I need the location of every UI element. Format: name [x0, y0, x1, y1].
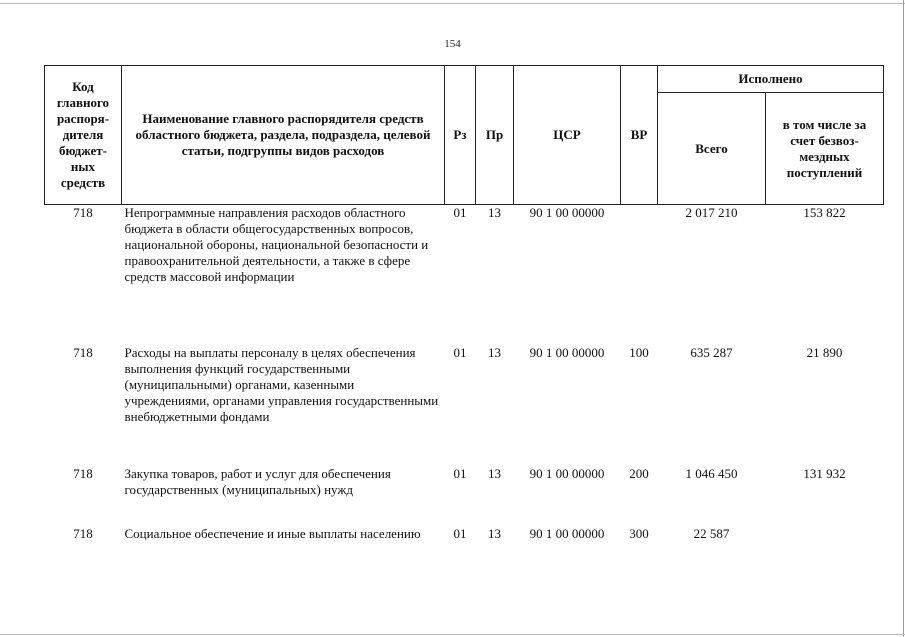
cell-code: 718 — [73, 525, 93, 541]
scan-border-bottom — [0, 634, 905, 635]
table-row — [45, 526, 884, 566]
cell-rz: 01 — [453, 205, 467, 220]
cell-gratuitous: 21 890 — [806, 344, 843, 360]
cell-pr: 13 — [488, 344, 501, 360]
cell-pr: 13 — [488, 205, 501, 220]
scan-border-top — [0, 3, 905, 4]
cell-total: 22 587 — [693, 525, 730, 541]
table-row — [45, 205, 884, 345]
header-gratuitous: в том числе за счет безвоз-мездных поступлений — [766, 93, 884, 205]
header-vr: ВР — [621, 66, 658, 205]
cell-code: 718 — [73, 344, 93, 360]
table-header — [45, 66, 884, 205]
page-number: 154 — [444, 38, 461, 50]
cell-vr: 300 — [629, 525, 649, 541]
cell-code: 718 — [73, 205, 93, 220]
table-row — [45, 466, 884, 526]
cell-vr — [621, 205, 658, 345]
budget-table — [44, 65, 884, 566]
header-rz: Рз — [445, 66, 476, 205]
cell-gratuitous: 153 822 — [803, 205, 846, 220]
header-csr: ЦСР — [514, 66, 621, 205]
header-name: Наименование главного распорядителя средств областного бюджета, раздела, подраздела, целевой статьи, подгруппы видов расходов — [122, 66, 445, 205]
cell-name: Расходы на выплаты персоналу в целях обеспечения выполнения функций государственными (муниципальными) органами, казенными учреждениями, органами управления государственными внебюджетными фондами — [124, 344, 439, 424]
cell-csr: 90 1 00 00000 — [529, 465, 605, 481]
cell-gratuitous: 131 932 — [803, 465, 846, 481]
header-executed: Исполнено — [658, 66, 884, 93]
cell-name: Социальное обеспечение и иные выплаты населению — [124, 525, 421, 541]
scan-border-right — [903, 0, 904, 637]
cell-pr: 13 — [488, 465, 501, 481]
cell-pr: 13 — [488, 525, 501, 541]
cell-csr: 90 1 00 00000 — [529, 344, 605, 360]
header-code: Код главного распоря-дителя бюджет-ных средств — [45, 66, 122, 205]
table-row — [45, 345, 884, 466]
cell-name: Закупка товаров, работ и услуг для обеспечения государственных (муниципальных) нужд — [124, 465, 391, 497]
cell-rz: 01 — [453, 525, 467, 541]
cell-total: 1 046 450 — [685, 465, 738, 481]
cell-csr: 90 1 00 00000 — [529, 525, 605, 541]
cell-total: 635 287 — [690, 344, 733, 360]
cell-code: 718 — [73, 465, 93, 481]
cell-name: Непрограммные направления расходов областного бюджета в области общегосударственных вопросов, национальной обороны, национальной безопасности и правоохранительной деятельности, а также в сфере средств массовой информации — [124, 205, 429, 284]
cell-csr: 90 1 00 00000 — [529, 205, 605, 220]
cell-vr: 200 — [629, 465, 649, 481]
cell-total: 2 017 210 — [685, 205, 738, 220]
header-pr: Пр — [476, 66, 514, 205]
cell-gratuitous — [766, 526, 884, 566]
cell-rz: 01 — [453, 465, 467, 481]
header-total: Всего — [658, 93, 766, 205]
cell-vr: 100 — [629, 344, 649, 360]
cell-rz: 01 — [453, 344, 467, 360]
